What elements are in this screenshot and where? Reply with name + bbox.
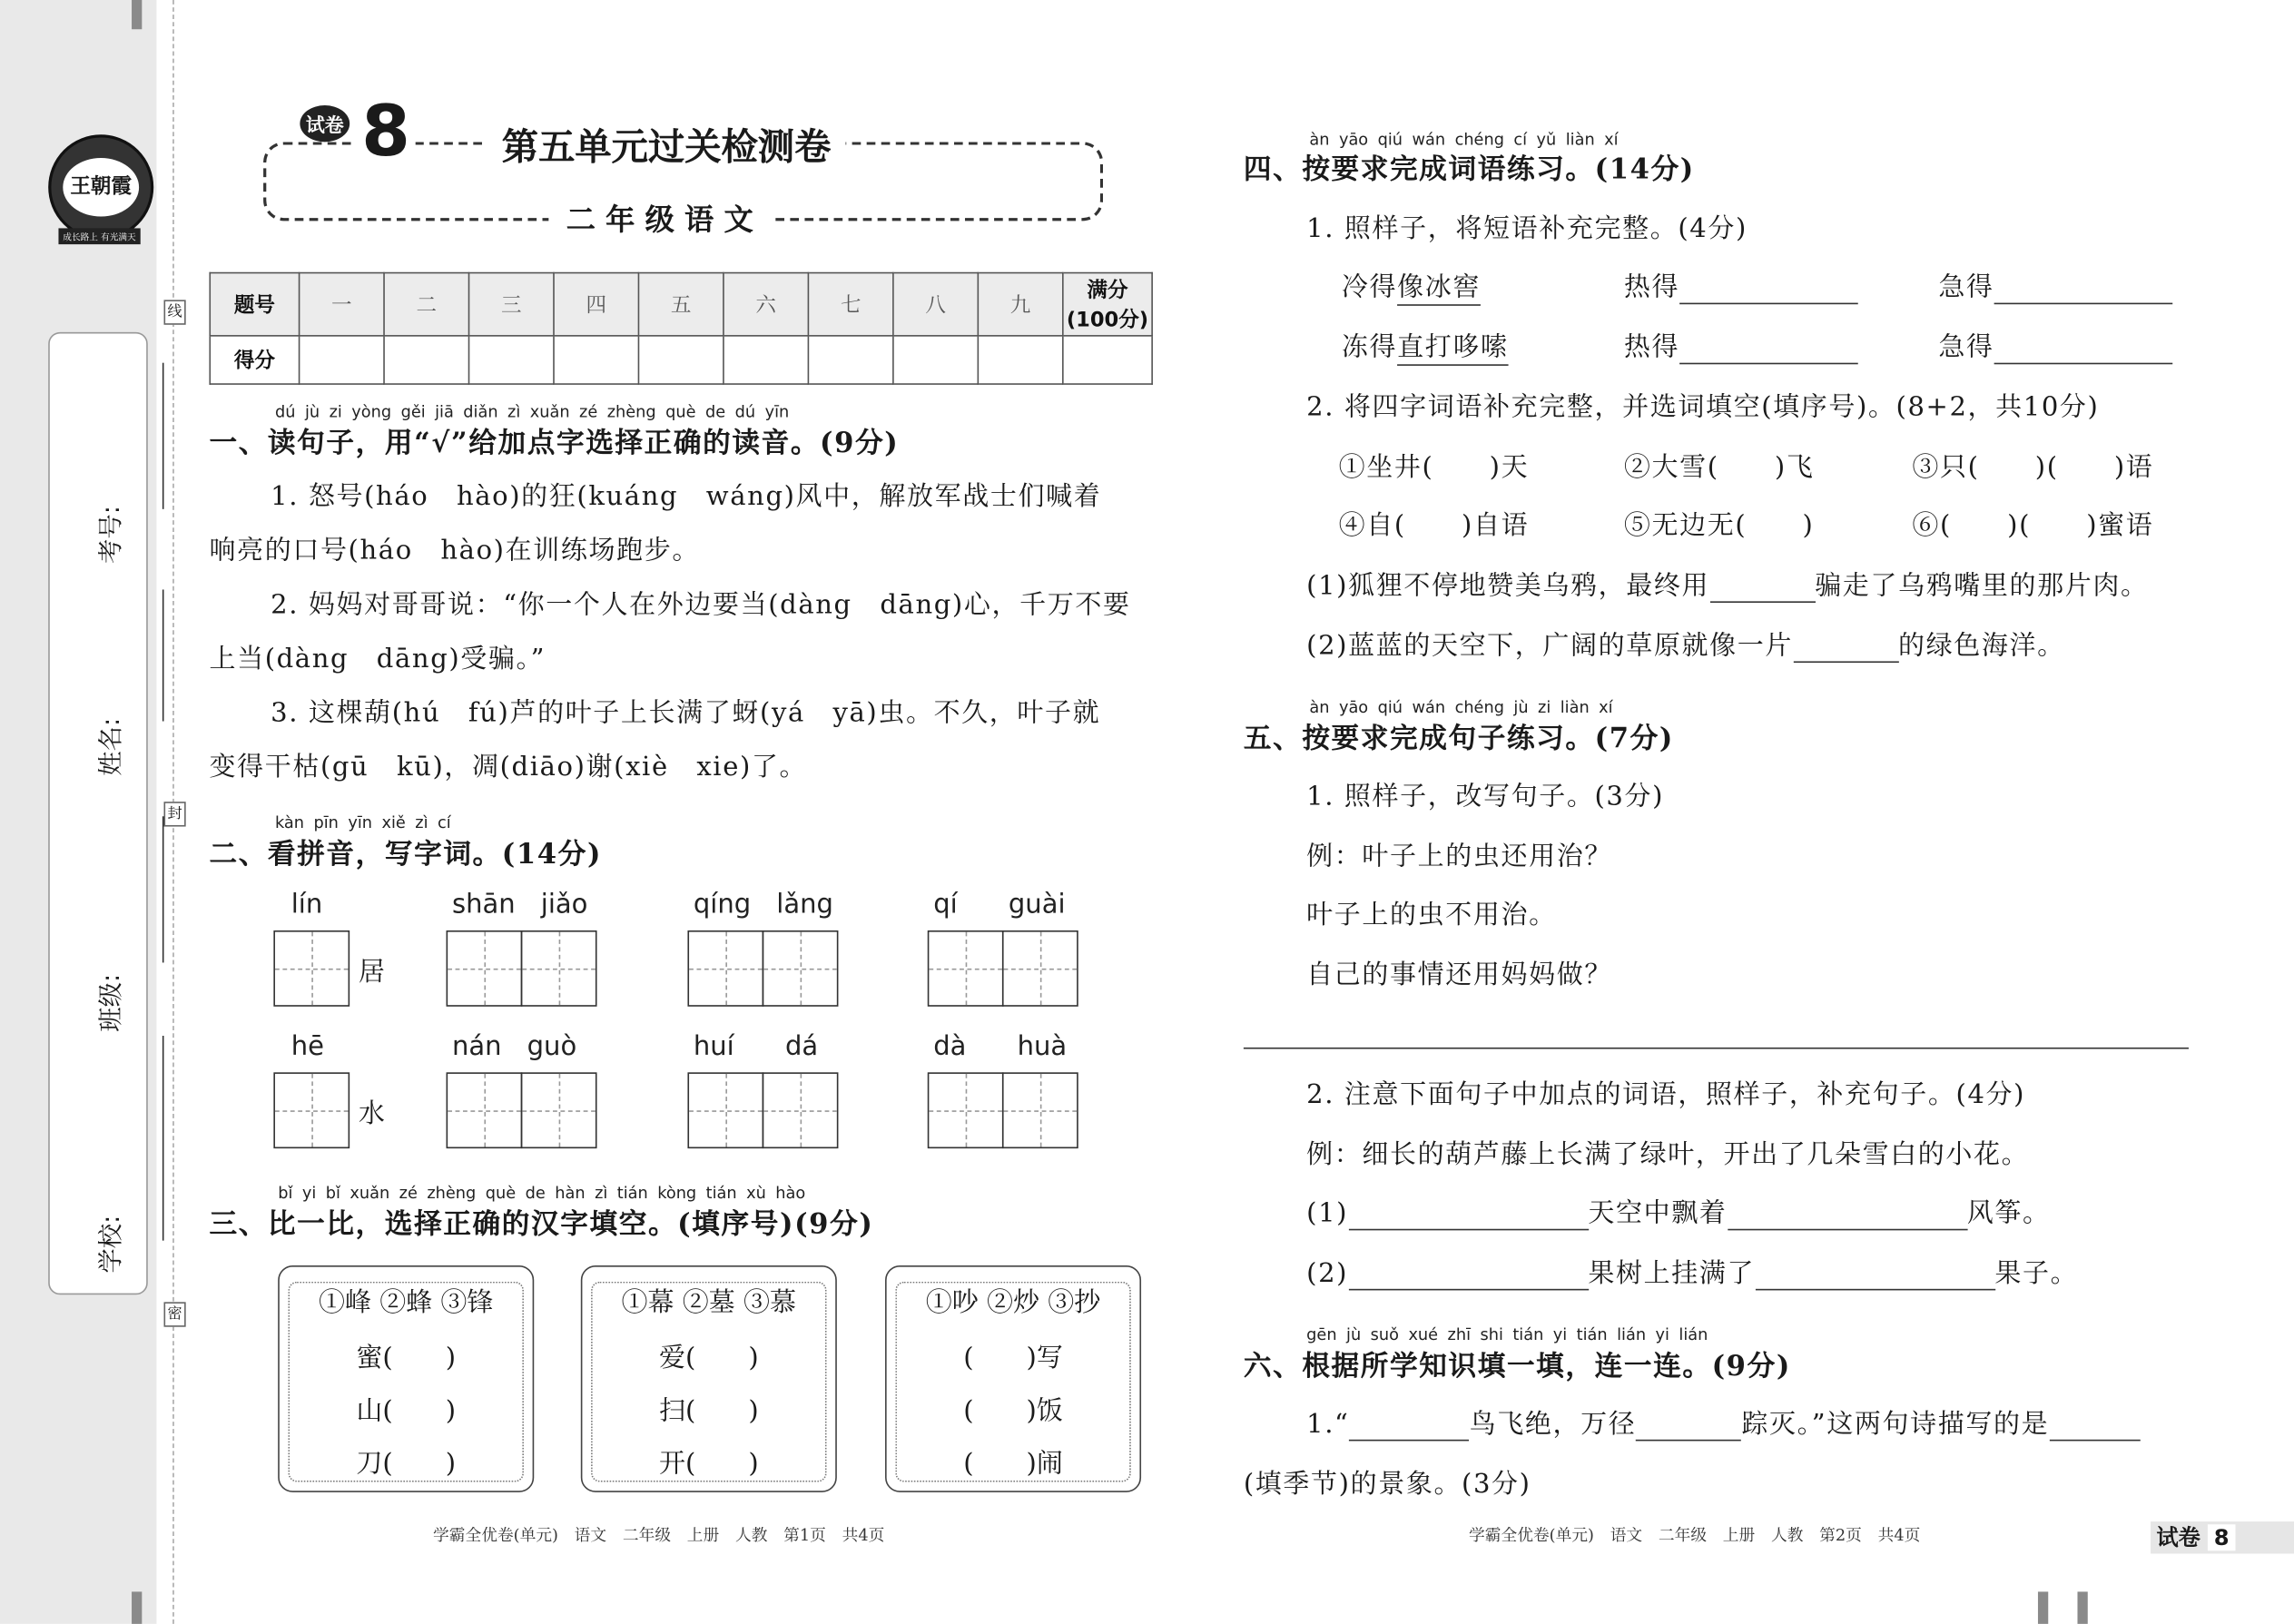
class-label: 班级: <box>96 973 127 1032</box>
fill-sentence: (1)狐狸不停地赞美乌鸦，最终用 骗走了乌鸦嘴里的那片肉。 <box>1306 570 2149 602</box>
page-subtitle: 二 年 级 语 文 <box>548 196 771 239</box>
char-options: ①吵 ②炒 ③抄 <box>925 1287 1101 1319</box>
idiom-item: ⑤无边无( ) <box>1623 510 1815 542</box>
example-text: 例：叶子上的虫还用治？ <box>1306 841 1612 872</box>
score-header-cell: 七 <box>808 273 892 336</box>
pinyin-annotation: àn yāo qiú wán chéng cí yǔ liàn xí <box>1309 130 1619 150</box>
fill-item[interactable]: 扫( ) <box>658 1395 759 1427</box>
pinyin-prompt: lín <box>290 889 323 920</box>
writing-grid-box[interactable] <box>687 930 763 1007</box>
question-text: 2. 妈妈对哥哥说：“你一个人在外边要当(dàng dāng)心，千万不要 <box>271 589 1131 621</box>
writing-grid-box[interactable] <box>928 930 1004 1007</box>
writing-grid-box[interactable] <box>1002 930 1078 1007</box>
score-cell[interactable] <box>893 336 978 384</box>
writing-grid-box[interactable] <box>447 930 523 1007</box>
idiom-item: ⑥( )( )蜜语 <box>1912 510 2154 542</box>
question-text: 1. 照样子，改写句子。(3分) <box>1306 781 1665 812</box>
question-text: (填季节)的景象。(3分) <box>1243 1469 1531 1500</box>
score-cell[interactable] <box>469 336 554 384</box>
score-header-cell: 一 <box>300 273 384 336</box>
writing-grid-box[interactable] <box>1002 1072 1078 1148</box>
pinyin-annotation: àn yāo qiú wán chéng jù zi liàn xí <box>1309 697 1613 717</box>
question-text: 1. 怒号(háo hào)的狂(kuáng wáng)风中，解放军战士们喊着 <box>271 481 1102 513</box>
school-label: 学校: <box>96 1215 127 1274</box>
fill-phrase: 热得 <box>1624 266 1858 304</box>
pinyin-prompt: nán guò <box>451 1031 577 1063</box>
writing-grid-box[interactable] <box>763 1072 839 1148</box>
paper-number: 8 <box>356 91 417 172</box>
score-cell[interactable] <box>1063 336 1152 384</box>
score-cell[interactable] <box>978 336 1062 384</box>
choice-scroll-box <box>885 1265 1141 1492</box>
score-header-cell: 四 <box>554 273 638 336</box>
writing-grid-box[interactable] <box>763 930 839 1007</box>
pinyin-prompt: qíng lǎng <box>693 889 833 920</box>
score-header-cell: 二 <box>384 273 468 336</box>
given-character: 水 <box>358 1098 387 1130</box>
choice-scroll-box <box>581 1265 837 1492</box>
score-cell[interactable] <box>724 336 808 384</box>
writing-grid-box[interactable] <box>273 1072 350 1148</box>
pinyin-annotation: dú jù zi yòng gěi jiā diǎn zì xuǎn zé zhèng què de dú yīn <box>274 402 790 422</box>
paper-badge: 试卷 <box>300 105 350 142</box>
brand-logo <box>48 134 153 240</box>
question-text: 响亮的口号(háo hào)在训练场跑步。 <box>209 535 700 566</box>
pinyin-prompt: qí guài <box>933 889 1066 920</box>
score-cell[interactable] <box>554 336 638 384</box>
score-header-cell: 三 <box>469 273 554 336</box>
fill-item[interactable]: ( )写 <box>963 1343 1063 1374</box>
score-cell[interactable] <box>638 336 723 384</box>
writing-grid-box[interactable] <box>521 930 597 1007</box>
question-text: 3. 这棵葫(hú fú)芦的叶子上长满了蚜(yá yā)虫。不久，叶子就 <box>271 697 1101 729</box>
fill-phrase: 急得 <box>1938 326 2172 364</box>
score-header-cell: 六 <box>724 273 808 336</box>
cut-mark: 线 <box>163 300 185 324</box>
score-header-cell: 九 <box>978 273 1062 336</box>
given-character: 居 <box>358 956 387 988</box>
class-field[interactable] <box>162 816 164 962</box>
registration-mark <box>2038 1591 2048 1623</box>
score-header-cell: 八 <box>893 273 978 336</box>
page-footer-left: 学霸全优卷(单元) 语文 二年级 上册 人教 第1页 共4页 <box>433 1525 885 1545</box>
school-field[interactable] <box>162 1036 164 1241</box>
score-table <box>209 272 1152 385</box>
score-cell[interactable] <box>808 336 892 384</box>
question-text: 2. 将四字词语补充完整，并选词填空(填序号)。(8+2，共10分) <box>1306 391 2100 423</box>
pinyin-annotation: bǐ yi bǐ xuǎn zé zhèng què de hàn zì tián kòng tián xù hào <box>278 1183 806 1203</box>
fill-item[interactable]: ( )饭 <box>963 1395 1063 1427</box>
name-field[interactable] <box>162 589 164 721</box>
score-header-cell: 五 <box>638 273 723 336</box>
fill-item[interactable]: 山( ) <box>356 1395 457 1427</box>
section-4-heading: 四、按要求完成词语练习。(14分) <box>1243 153 1695 186</box>
fill-phrase: 急得 <box>1938 266 2172 304</box>
name-label: 姓名: <box>96 717 127 776</box>
page-footer-right: 学霸全优卷(单元) 语文 二年级 上册 人教 第2页 共4页 <box>1469 1525 1921 1545</box>
pinyin-prompt: hē <box>290 1031 324 1063</box>
idiom-item: ③只( )( )语 <box>1912 451 2154 483</box>
exam-number-field[interactable] <box>162 363 164 509</box>
page-title: 第五单元过关检测卷 <box>487 119 846 172</box>
idiom-item: ①坐井( )天 <box>1338 451 1530 483</box>
idiom-item: ②大雪( )飞 <box>1623 451 1815 483</box>
fill-sentence: (2)蓝蓝的天空下，广阔的草原就像一片 的绿色海洋。 <box>1306 630 2065 662</box>
fill-phrase: 热得 <box>1624 326 1858 364</box>
fill-item[interactable]: 开( ) <box>658 1448 759 1480</box>
pinyin-annotation: kàn pīn yīn xiě zì cí <box>274 813 451 833</box>
question-text: 变得干枯(gū kū)，凋(diāo)谢(xiè xie)了。 <box>209 752 808 783</box>
fill-item[interactable]: 爱( ) <box>658 1343 759 1374</box>
logo-text: 王朝霞 <box>63 158 139 216</box>
fill-item[interactable]: ( )闹 <box>963 1448 1063 1480</box>
example-text: 例：细长的葫芦藤上长满了绿叶，开出了几朵雪白的小花。 <box>1306 1139 2030 1171</box>
fill-item[interactable]: 刀( ) <box>356 1448 457 1480</box>
registration-mark <box>132 1591 142 1623</box>
writing-grid-box[interactable] <box>447 1072 523 1148</box>
cut-mark: 封 <box>163 802 185 826</box>
cut-mark: 密 <box>163 1302 185 1326</box>
question-text: 1. 照样子，将短语补充完整。(4分) <box>1306 213 1748 245</box>
score-cell[interactable] <box>384 336 468 384</box>
exam-number-label: 考号: <box>96 506 127 565</box>
char-options: ①幕 ②墓 ③慕 <box>621 1287 797 1319</box>
section-1-heading: 一、读句子，用“√”给加点字选择正确的读音。(9分) <box>209 427 900 460</box>
registration-mark <box>132 0 142 29</box>
choice-scroll-box <box>278 1265 534 1492</box>
score-row-label: 得分 <box>210 336 299 384</box>
example-phrase: 冻得直打哆嗦 <box>1342 326 1509 366</box>
fill-sentence: (2) 果树上挂满了 果子。 <box>1306 1257 2079 1289</box>
example-phrase: 冷得像冰窖 <box>1342 266 1481 306</box>
idiom-item: ④自( )自语 <box>1338 510 1530 542</box>
answer-line[interactable] <box>1244 1048 2189 1049</box>
question-text: 自己的事情还用妈妈做？ <box>1306 960 1612 991</box>
writing-grid-box[interactable] <box>273 930 350 1007</box>
writing-grid-box[interactable] <box>928 1072 1004 1148</box>
fill-sentence: 1.“ 鸟飞绝，万径 踪灭。”这两句诗描写的是 <box>1306 1403 2140 1442</box>
logo-slogan: 成长路上 有光满天 <box>58 228 140 244</box>
question-text: 2. 注意下面句子中加点的词语，照样子，补充句子。(4分) <box>1306 1079 2026 1111</box>
question-text: 上当(dàng dāng)受骗。” <box>209 644 546 674</box>
pinyin-prompt: dà huà <box>933 1031 1068 1063</box>
pinyin-annotation: gēn jù suǒ xué zhī shi tián yi tián lián yi lián <box>1306 1325 1708 1345</box>
writing-grid-box[interactable] <box>521 1072 597 1148</box>
student-info-box <box>48 332 148 1294</box>
fill-sentence: (1) 天空中飘着 风筝。 <box>1306 1197 2051 1229</box>
paper-end-badge: 试卷 8 <box>2151 1521 2294 1553</box>
pinyin-prompt: huí dá <box>693 1031 819 1063</box>
char-options: ①峰 ②蜂 ③锋 <box>318 1287 494 1319</box>
section-5-heading: 五、按要求完成句子练习。(7分) <box>1243 723 1674 755</box>
section-2-heading: 二、看拼音，写字词。(14分) <box>209 838 603 871</box>
score-cell[interactable] <box>300 336 384 384</box>
fill-item[interactable]: 蜜( ) <box>356 1343 457 1374</box>
writing-grid-box[interactable] <box>687 1072 763 1148</box>
example-answer: 叶子上的虫不用治。 <box>1306 900 1557 930</box>
section-3-heading: 三、比一比，选择正确的汉字填空。(填序号)(9分) <box>209 1208 874 1241</box>
registration-mark <box>2077 1591 2087 1623</box>
score-header-label: 题号 <box>210 273 299 336</box>
score-header-cell: 满分(100分) <box>1063 273 1152 336</box>
pinyin-prompt: shān jiǎo <box>451 889 588 920</box>
section-6-heading: 六、根据所学知识填一填，连一连。(9分) <box>1243 1350 1791 1383</box>
